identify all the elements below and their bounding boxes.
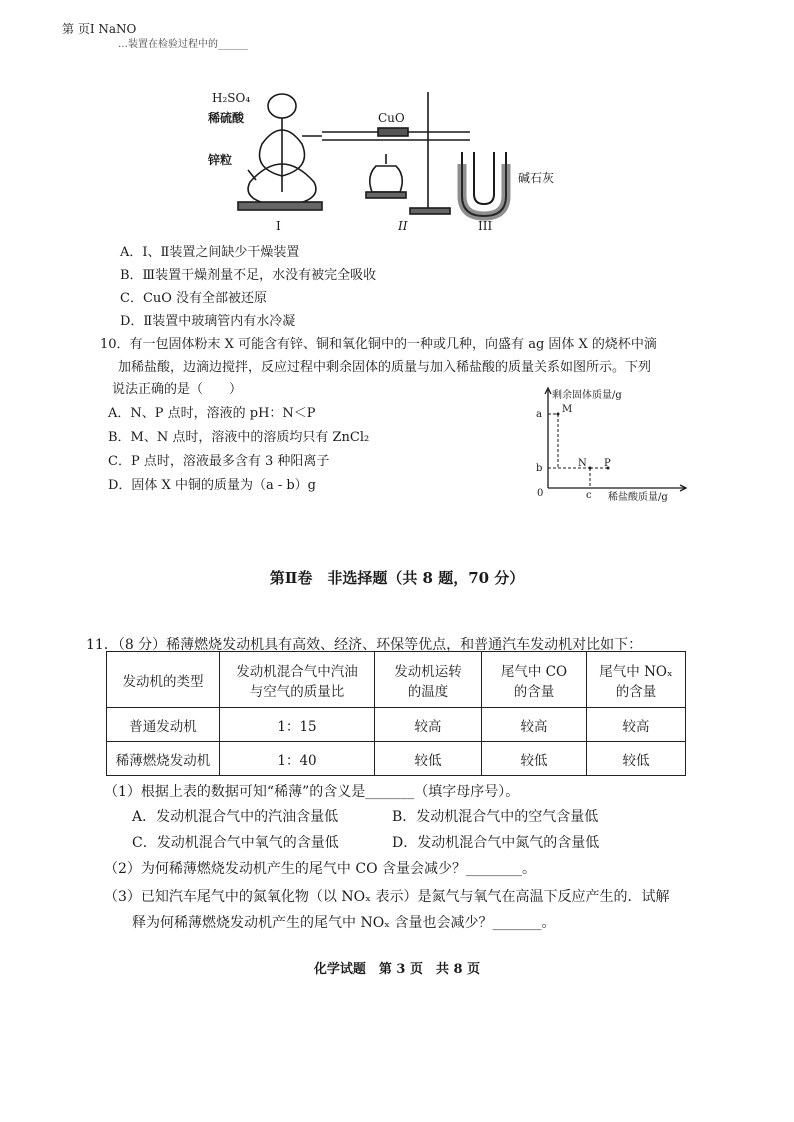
graph-label-n: N [578, 458, 587, 469]
q9-option-a: A．Ⅰ、Ⅱ装置之间缺少干燥装置 [120, 245, 300, 260]
q10-option-a: A．N、P 点时，溶液的 pH：N＜P [108, 406, 316, 421]
q10-option-d: D．固体 X 中铜的质量为（a - b）g [108, 478, 316, 493]
q9-option-b: B．Ⅲ装置干燥剂量不足，水没有被完全吸收 [120, 268, 377, 283]
page-footer: 化学试题 第 3 页 共 8 页 [313, 962, 481, 977]
table-cell: 较高 [482, 708, 587, 742]
table-header-cell: 发动机运转 的温度 [375, 652, 482, 708]
table-header-cell: 尾气中 NOₓ 的含量 [587, 652, 686, 708]
q9-option-c: C．CuO 没有全部被还原 [120, 291, 268, 306]
label-zinc: 锌粒 [208, 153, 233, 167]
label-I: I [276, 219, 281, 233]
table-cell: 普通发动机 [107, 708, 220, 742]
q11-sub3-line2: 释为何稀薄燃烧发动机产生的尾气中 NOₓ 含量也会减少？_______。 [132, 915, 556, 931]
q10-stem-line3: 说法正确的是（ ） [112, 382, 243, 397]
point-n [589, 467, 592, 470]
q11-sub2: （2）为何稀薄燃烧发动机产生的尾气中 CO 含量会减少？________。 [104, 861, 536, 877]
table-cell: 稀薄燃烧发动机 [107, 742, 220, 776]
q10-stem-line1: 10．有一包固体粉末 X 可能含有锌、铜和氧化铜中的一种或几种，向盛有 ag 固体 X 的烧杯中滴 [100, 337, 657, 352]
table-header-cell: 尾气中 CO 的含量 [482, 652, 587, 708]
q9-option-d: D．Ⅱ装置中玻璃管内有水冷凝 [120, 314, 296, 329]
q10-graph [528, 384, 698, 504]
graph-ylabel: 剩余固体质量/g [552, 390, 622, 401]
table-cell: 1：15 [220, 708, 375, 742]
label-II: II [398, 219, 408, 233]
graph-tick-a: a [536, 409, 542, 420]
table-cell: 较低 [375, 742, 482, 776]
label-soda-lime: 碱石灰 [518, 171, 555, 185]
graph-tick-b: b [536, 463, 543, 474]
page-header: 第 页I NaNO [62, 22, 137, 36]
kipp-generator [238, 94, 322, 210]
engine-comparison-table [106, 651, 686, 776]
q10-stem-line2: 加稀盐酸，边滴边搅拌，反应过程中剩余固体的质量与加入稀盐酸的质量关系如图所示。下列 [118, 360, 652, 375]
q11-sub1-option-c: C．发动机混合气中氧气的含量低 [132, 835, 339, 851]
q11-intro: 11．（8 分）稀薄燃烧发动机具有高效、经济、环保等优点，和普通汽车发动机对比如下： [86, 637, 643, 653]
label-h2so4: H₂SO₄ [212, 91, 251, 105]
label-III: III [478, 219, 493, 233]
label-cuo: CuO [378, 111, 405, 125]
graph-label-p: P [604, 458, 611, 469]
point-m [557, 413, 560, 416]
table-cell: 1：40 [220, 742, 375, 776]
table-row [107, 708, 686, 742]
label-acid: 稀硫酸 [208, 111, 245, 125]
graph-origin: 0 [537, 488, 544, 499]
table-row [107, 742, 686, 776]
table-cell: 较低 [587, 742, 686, 776]
graph-tick-c: c [586, 490, 592, 501]
q10-option-c: C．P 点时，溶液最多含有 3 种阳离子 [108, 454, 330, 469]
table-cell: 较低 [482, 742, 587, 776]
table-cell: 较高 [587, 708, 686, 742]
table-cell: 较高 [375, 708, 482, 742]
table-header-cell: 发动机混合气中汽油 与空气的质量比 [220, 652, 375, 708]
q11-sub1-option-a: A．发动机混合气中的汽油含量低 [132, 809, 339, 825]
u-tube [462, 152, 506, 216]
graph-xlabel: 稀盐酸质量/g [608, 492, 668, 503]
graph-label-m: M [562, 404, 573, 415]
table-header-cell: 发动机的类型 [107, 652, 220, 708]
section-title: 第Ⅱ卷 非选择题（共 8 题，70 分） [269, 569, 525, 587]
q11-sub1-option-b: B．发动机混合气中的空气含量低 [392, 809, 599, 825]
table-header-row [107, 652, 686, 708]
q10-option-b: B．M、N 点时，溶液中的溶质均只有 ZnCl₂ [108, 430, 370, 445]
q11-sub1-option-d: D．发动机混合气中氮气的含量低 [392, 835, 600, 851]
page-header-subline: …装置在检验过程中的______ [118, 39, 248, 50]
q11-sub3-line1: （3）已知汽车尾气中的氮氧化物（以 NOₓ 表示）是氮气与氧气在高温下反应产生的．试解 [104, 889, 670, 905]
q11-sub1: （1）根据上表的数据可知“稀薄”的含义是_______（填字母序号）。 [104, 784, 520, 800]
apparatus-figure [200, 84, 600, 234]
